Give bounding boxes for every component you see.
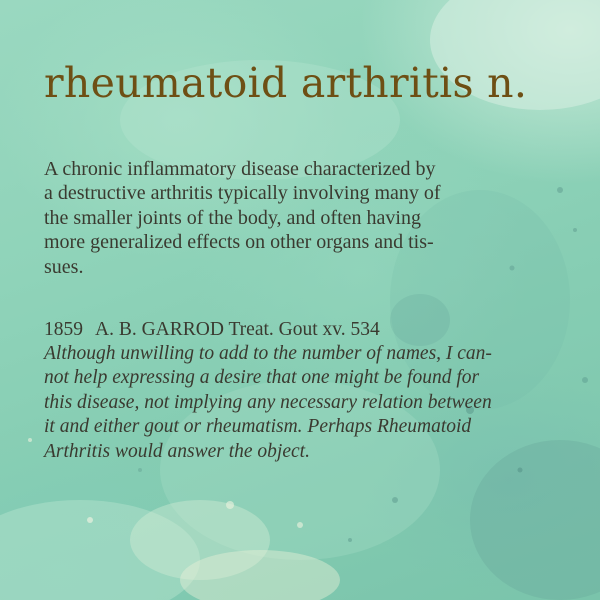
- quote-line: this disease, not implying any necessary relation between: [44, 391, 492, 413]
- definition: [44, 157, 559, 279]
- definition-line: the smaller joints of the body, and often having: [44, 206, 421, 229]
- citation-source: A. B. GARROD Treat. Gout xv. 534: [95, 319, 380, 340]
- citation-header: [44, 318, 380, 342]
- quote-line: Arthritis would answer the object.: [44, 440, 310, 462]
- citation-year: 1859: [44, 319, 83, 340]
- headword: rheumatoid arthritis n.: [44, 59, 528, 107]
- definition-line: sues.: [44, 255, 84, 278]
- definition-line: A chronic inflammatory disease characterized by: [44, 158, 436, 180]
- quote-line: not help expressing a desire that one might be found for: [44, 367, 480, 389]
- quote-line: it and either gout or rheumatism. Perhaps Rheumatoid: [44, 416, 472, 438]
- citation-quote: [44, 342, 564, 464]
- definition-line: more generalized effects on other organs and tis-: [44, 231, 434, 254]
- quote-line: Although unwilling to add to the number of names, I can-: [44, 343, 492, 364]
- definition-line: a destructive arthritis typically involving many of: [44, 182, 441, 205]
